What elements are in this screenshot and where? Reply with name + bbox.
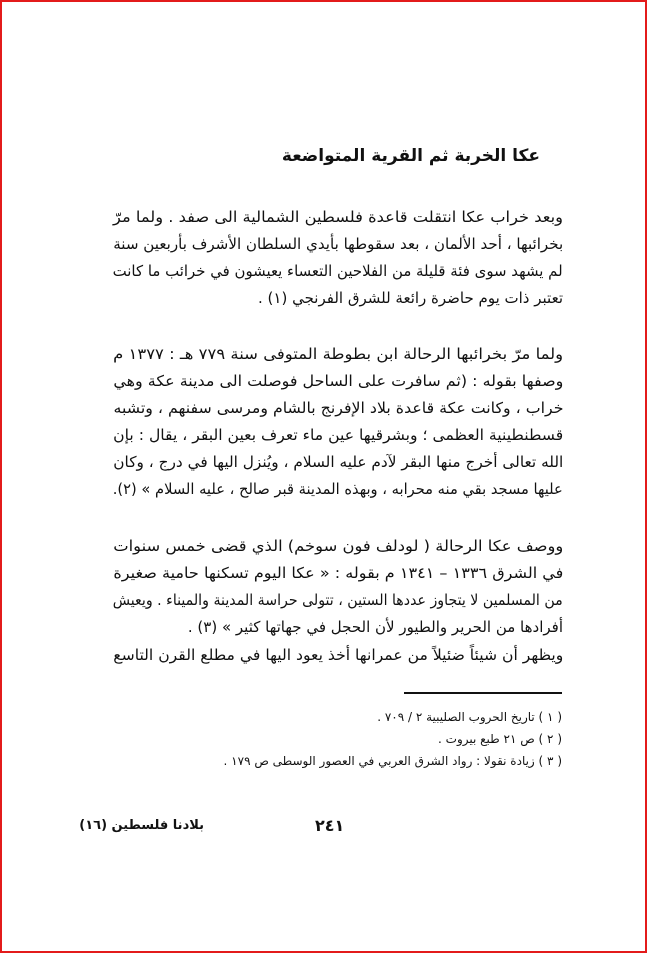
text-line: لم يشهد سوى فئة قليلة من الفلاحين التعساء يعيشون في خرائب ما كانت bbox=[113, 262, 563, 280]
text-line: ولما مرّ بخرائبها الرحالة ابن بطوطة المتوفى سنة ٧٧٩ هـ : ١٣٧٧ م bbox=[113, 345, 563, 363]
section-title: عكا الخربة ثم القرية المتواضعة bbox=[281, 146, 540, 166]
text-line: قسطنطينية العظمى ؛ وبشرقيها عين ماء تعرف بعين البقر ، يقال : بإن bbox=[113, 426, 563, 444]
text-line: ويظهر أن شيئاً ضئيلاً من عمرانها أخذ يعود اليها في مطلع القرن التاسع bbox=[112, 646, 563, 664]
page-number: ٢٤١ bbox=[315, 816, 345, 835]
footnote-2: ( ٢ ) ص ٢١ طبع بيروت . bbox=[438, 732, 562, 746]
text-line: في الشرق ١٣٣٦ – ١٣٤١ م بقوله : « عكا اليوم تسكنها حامية صغيرة bbox=[113, 564, 563, 582]
footnote-3: ( ٣ ) زيادة نقولا : رواد الشرق العربي في العصور الوسطى ص ١٧٩ . bbox=[223, 754, 562, 768]
text-line: بخرائبها ، أحد الألمان ، بعد سقوطها بأيدي السلطان الأشرف بأربعين سنة bbox=[112, 235, 563, 253]
text-line: الله تعالى أخرج منها البقر لآدم عليه السلام ، ويُنزل اليها في درج ، وكان bbox=[112, 453, 563, 471]
text-line: خراب ، وكانت عكة قاعدة بلاد الإفرنج بالشام ومرسى سفنهم ، وتشبه bbox=[112, 399, 563, 417]
text-line: وصفها بقوله : (ثم سافرت على الساحل فوصلت الى مدينة عكة وهي bbox=[113, 372, 563, 390]
text-line: أفرادها من الحرير والطيور لأن الحجل في جهاتها كثير » (٣) . bbox=[187, 618, 563, 636]
text-line: عليها مسجد بقي منه محرابه ، وبهذه المدينة قبر صالح ، عليه السلام » (٢). bbox=[113, 480, 564, 498]
footnote-1: ( ١ ) تاريخ الحروب الصليبية ٢ / ٧٠٩ . bbox=[377, 710, 562, 724]
footnote-divider bbox=[404, 692, 562, 694]
text-line: من المسلمين لا يتجاوز عددها الستين ، تتولى حراسة المدينة والميناء . ويعيش bbox=[113, 591, 563, 609]
book-title-footer: بلادنا فلسطين (١٦) bbox=[79, 818, 204, 833]
text-line: ووصف عكا الرحالة ( لودلف فون سوخم) الذي قضى خمس سنوات bbox=[113, 537, 563, 555]
text-line: وبعد خراب عكا انتقلت قاعدة فلسطين الشمالية الى صفد . ولما مرّ bbox=[112, 208, 563, 226]
text-line: تعتبر ذات يوم حاضرة رائعة للشرق الفرنجي (١) . bbox=[258, 289, 563, 307]
